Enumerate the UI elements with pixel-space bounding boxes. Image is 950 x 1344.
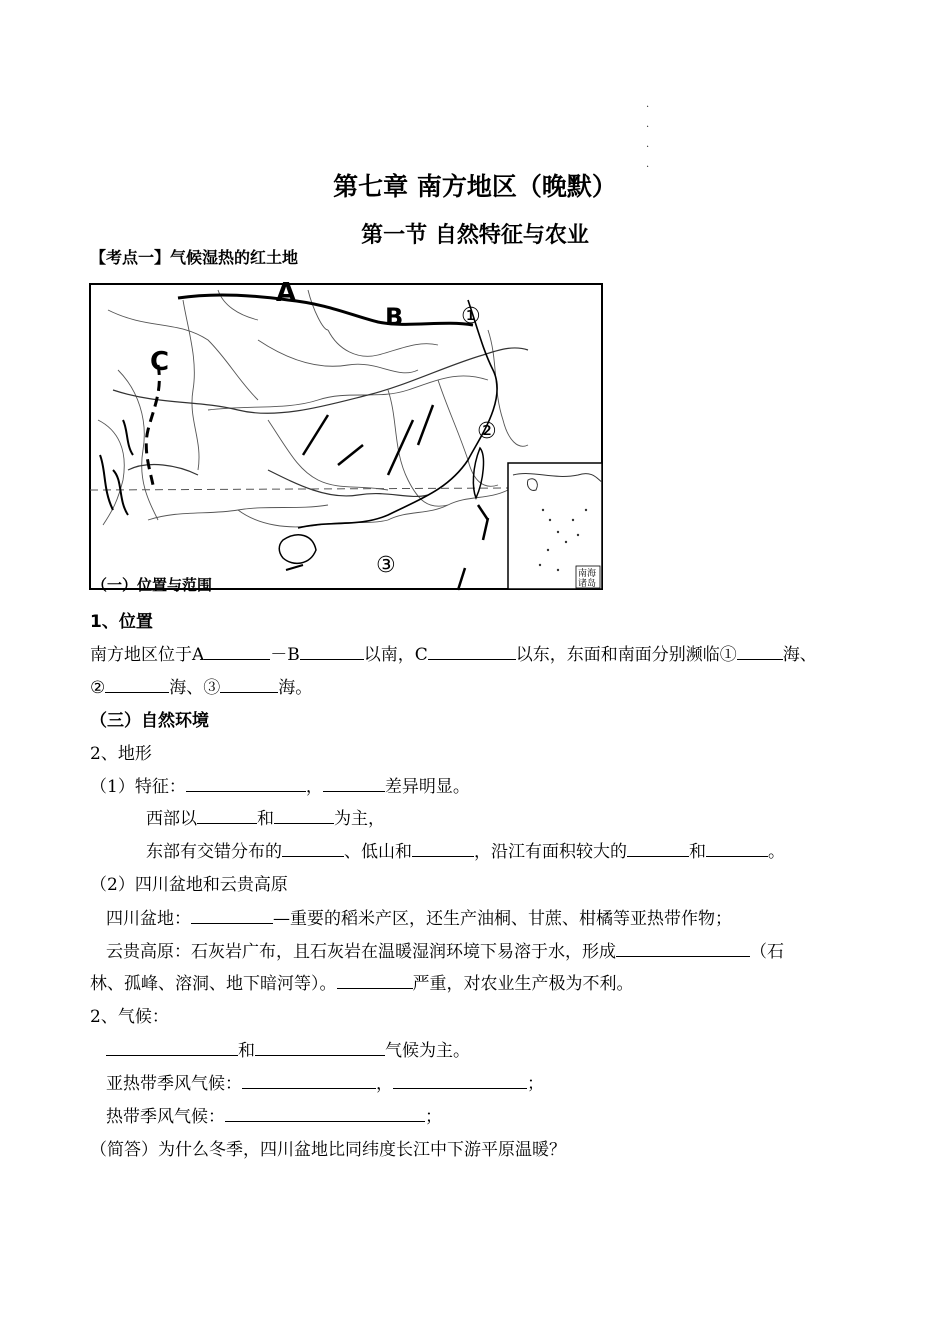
- text-seg: ；: [527, 1074, 544, 1094]
- blank-east-4[interactable]: [706, 839, 768, 857]
- margin-dots: . . . .: [646, 99, 650, 170]
- blank-a[interactable]: [204, 642, 270, 660]
- inset-label-2: 诸岛: [578, 579, 597, 589]
- blank-feature-1[interactable]: [186, 774, 306, 792]
- text-seg: 、低山和: [344, 842, 412, 862]
- text-seg: 亚热带季风气候：: [106, 1074, 242, 1094]
- text-seg: ；: [425, 1107, 442, 1127]
- text-seg: 和: [238, 1041, 255, 1061]
- terrain-feature-line: [90, 772, 470, 797]
- text-seg: 海、: [782, 645, 817, 665]
- inset-label-1: 南海: [578, 569, 597, 579]
- terrain-east-line: [146, 837, 785, 862]
- blank-climate-1[interactable]: [106, 1038, 238, 1056]
- blank-karst[interactable]: [616, 939, 750, 957]
- blank-west-1[interactable]: [197, 806, 257, 824]
- text-seg: （石: [750, 942, 784, 962]
- s3-heading: （三）自然环境: [90, 711, 209, 731]
- text-seg: 。: [768, 842, 785, 862]
- yungui-line-2: [90, 969, 634, 994]
- blank-subtrop-2[interactable]: [393, 1071, 527, 1089]
- climate-heading: 2、气候：: [90, 1007, 169, 1027]
- blank-b[interactable]: [300, 642, 364, 660]
- blank-tropical[interactable]: [225, 1104, 425, 1122]
- terrain-heading: 2、地形: [90, 744, 152, 764]
- section-title: 第一节 自然特征与农业: [361, 223, 589, 248]
- blank-sea-1[interactable]: [737, 642, 783, 660]
- blank-east-1[interactable]: [282, 839, 344, 857]
- climate-main-line: [106, 1036, 470, 1061]
- text-seg: 海。: [278, 678, 313, 698]
- blank-sea-2[interactable]: [105, 675, 169, 693]
- blank-climate-2[interactable]: [255, 1038, 385, 1056]
- position-line-2: [90, 673, 312, 698]
- blank-east-2[interactable]: [412, 839, 474, 857]
- text-seg: ，沿江有面积较大的: [474, 842, 627, 862]
- exam-point-heading: 【考点一】气候湿热的红土地: [90, 248, 299, 267]
- text-seg: ②: [90, 678, 106, 698]
- text-seg: 差异明显。: [384, 777, 470, 797]
- text-seg: 以东，东面和南面分别濒临①: [515, 645, 737, 665]
- text-seg: —重要的稻米产区，还生产油桐、甘蔗、柑橘等亚热带作物；: [273, 909, 732, 929]
- terrain-west-line: [146, 804, 385, 829]
- sichuan-line: [106, 904, 732, 929]
- blank-sea-3[interactable]: [220, 675, 278, 693]
- text-seg: 东部有交错分布的: [146, 842, 282, 862]
- text-seg: 海、③: [169, 678, 221, 698]
- map-label-sea-3: ③: [376, 553, 396, 578]
- text-seg: （1）特征：: [90, 777, 186, 797]
- short-answer-question: （简答）为什么冬季，四川盆地比同纬度长江中下游平原温暖？: [90, 1140, 566, 1160]
- text-seg: ，: [305, 777, 323, 797]
- map-label-sea-2: ②: [477, 419, 497, 444]
- chapter-title: 第七章 南方地区（晚默）: [333, 172, 617, 201]
- blank-east-3[interactable]: [627, 839, 689, 857]
- blank-feature-2[interactable]: [323, 774, 385, 792]
- position-line-1: [90, 640, 817, 665]
- map-label-a: A: [276, 278, 297, 308]
- text-seg: ，: [376, 1074, 393, 1094]
- map-caption: （一）位置与范围: [92, 576, 213, 594]
- terrain-sub2: （2）四川盆地和云贵高原: [90, 875, 288, 895]
- text-seg: 云贵高原：石灰岩广布，且石灰岩在温暖湿润环境下易溶于水，形成: [106, 942, 616, 962]
- south-china-map: [88, 270, 628, 600]
- text-seg: 气候为主。: [385, 1041, 470, 1061]
- blank-erosion[interactable]: [337, 971, 413, 989]
- text-seg: 四川盆地：: [106, 909, 191, 929]
- text-seg: 西部以: [146, 809, 197, 829]
- blank-c[interactable]: [428, 642, 516, 660]
- tropical-line: [106, 1102, 442, 1127]
- yungui-line-1: [106, 937, 784, 962]
- map-label-c: C: [150, 347, 170, 377]
- text-seg: －B: [270, 645, 300, 665]
- text-seg: 和: [257, 809, 274, 829]
- text-seg: 林、孤峰、溶洞、地下暗河等）。: [90, 974, 337, 994]
- text-seg: 严重，对农业生产极为不利。: [412, 974, 634, 994]
- map-label-sea-1: ①: [461, 304, 481, 329]
- map-label-b: B: [385, 303, 404, 331]
- s1-heading: 1、位置: [90, 612, 153, 632]
- blank-subtrop-1[interactable]: [242, 1071, 376, 1089]
- text-seg: 以南，C: [363, 645, 428, 665]
- text-seg: 南方地区位于A: [90, 645, 205, 665]
- text-seg: 和: [689, 842, 706, 862]
- text-seg: 热带季风气候：: [106, 1107, 225, 1127]
- blank-sichuan[interactable]: [191, 906, 273, 924]
- blank-west-2[interactable]: [274, 806, 334, 824]
- text-seg: 为主，: [334, 809, 385, 829]
- subtropical-line: [106, 1069, 544, 1094]
